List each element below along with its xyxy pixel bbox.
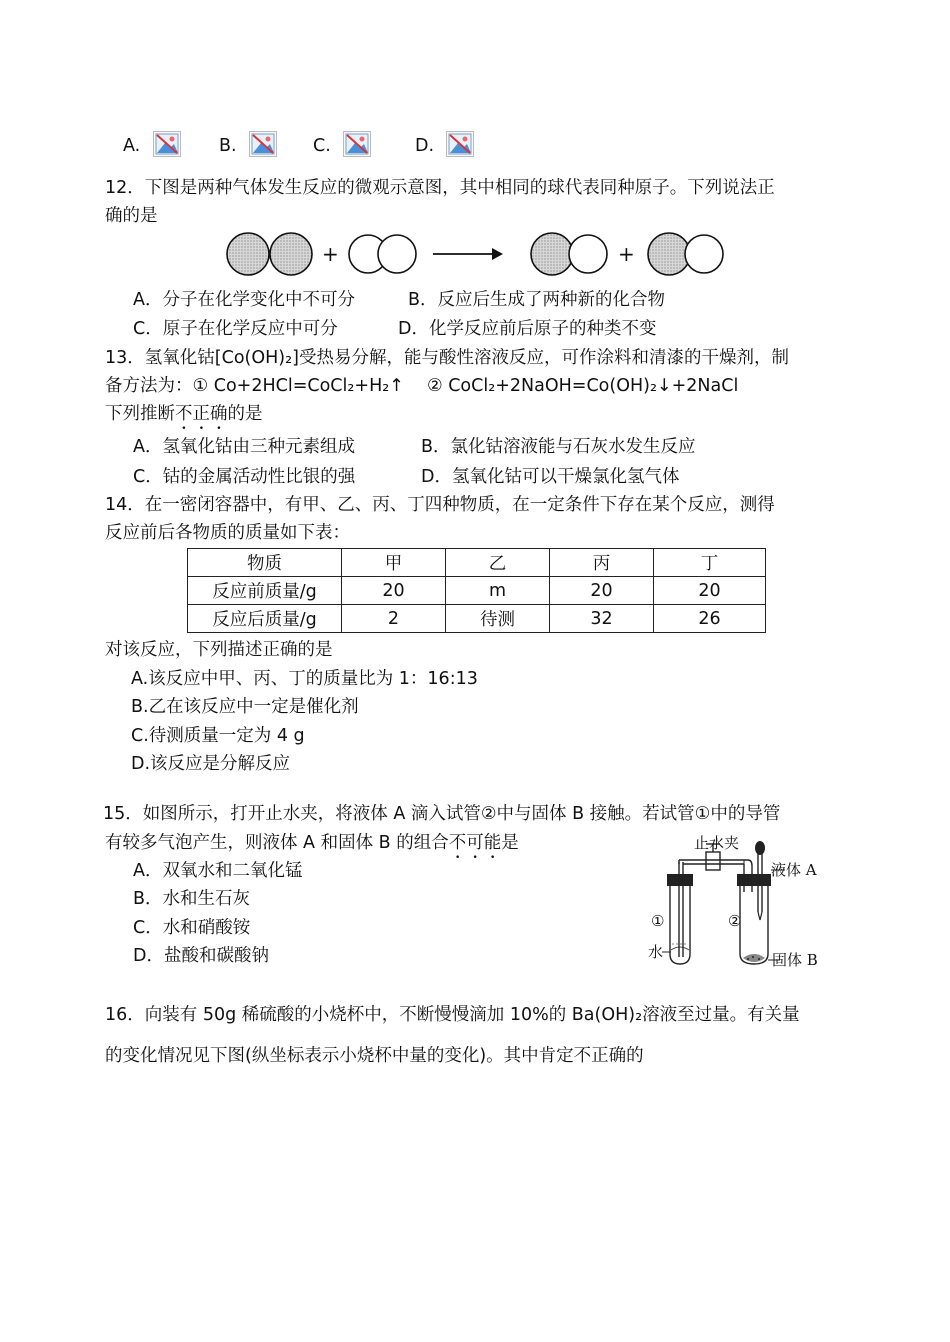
broken-image-icon xyxy=(249,131,277,157)
table-header-cell: 物质 xyxy=(188,549,342,577)
q14-option-b: B.乙在该反应中一定是催化剂 xyxy=(131,697,359,717)
q14-option-d: D.该反应是分解反应 xyxy=(131,754,291,774)
q15-stem-line1: 15．如图所示，打开止水夹，将液体 A 滴入试管②中与固体 B 接触。若试管①中的导管 xyxy=(103,804,781,824)
q15-option-d: D．盐酸和碳酸钠 xyxy=(133,946,269,966)
product-molecule-2 xyxy=(648,233,723,275)
test-tube-1 xyxy=(670,880,690,964)
q12-stem-line1: 12．下图是两种气体发生反应的微观示意图，其中相同的球代表同种原子。下列说法正 xyxy=(105,178,775,198)
solid-b xyxy=(743,954,765,962)
broken-image-icon xyxy=(153,131,181,157)
q13-option-a: A．氢氧化钴由三种元素组成 xyxy=(133,437,355,457)
q11-option-d-label: D. xyxy=(415,136,435,156)
q15-stem-post: 是 xyxy=(501,833,519,853)
q11-option-a-label: A. xyxy=(123,136,141,156)
clamp xyxy=(706,852,720,870)
table-cell: 2 xyxy=(342,605,446,633)
q15-option-b: B．水和生石灰 xyxy=(133,889,251,909)
broken-image-icon xyxy=(446,131,474,157)
table-header-row xyxy=(188,549,766,577)
q13-emphasis: 不正确 xyxy=(175,404,228,424)
dropper-bulb xyxy=(755,841,765,855)
water-label: 水 xyxy=(648,943,664,961)
tube2-label: ② xyxy=(728,912,742,930)
q13-stem-post: 的是 xyxy=(227,404,263,424)
table-cell: 26 xyxy=(654,605,766,633)
table-cell: 20 xyxy=(654,577,766,605)
q12-stem-line2: 确的是 xyxy=(105,206,158,226)
table-header-cell: 乙 xyxy=(446,549,550,577)
q13-option-d: D．氢氧化钴可以干燥氯化氢气体 xyxy=(421,467,680,487)
table-cell: 待测 xyxy=(446,605,550,633)
plus-sign-2: + xyxy=(618,242,635,266)
test-tube-2 xyxy=(740,880,768,964)
clamp-label: 止水夹 xyxy=(694,834,740,852)
q14-after-text: 对该反应，下列描述正确的是 xyxy=(105,640,333,660)
q15-option-a: A．双氧水和二氧化锰 xyxy=(133,861,303,881)
q14-option-a: A.该反应中甲、丙、丁的质量比为 1：16:13 xyxy=(131,669,478,689)
q13-stem-pre: 下列推断 xyxy=(105,404,175,424)
table-cell: 32 xyxy=(550,605,654,633)
product-molecule-1 xyxy=(531,233,607,275)
q15-stem-pre: 有较多气泡产生，则液体 A 和固体 B 的组合 xyxy=(105,833,449,853)
reactant-molecule-2 xyxy=(349,235,416,273)
q12-option-b: B．反应后生成了两种新的化合物 xyxy=(408,290,666,310)
reactant-molecule-1 xyxy=(227,233,312,275)
broken-image-icon xyxy=(343,131,371,157)
table-row xyxy=(188,577,766,605)
table-cell: 20 xyxy=(550,577,654,605)
table-header-cell: 丙 xyxy=(550,549,654,577)
q12-option-c: C．原子在化学反应中可分 xyxy=(133,319,338,339)
q13-stem-line1: 13．氢氧化钴[Co(OH)₂]受热易分解，能与酸性溶液反应，可作涂料和清漆的干燥剂，制 xyxy=(105,348,789,368)
q16-stem-line1: 16．向装有 50g 稀硫酸的小烧杯中，不断慢慢滴加 10%的 Ba(OH)₂溶液至过量。有关量 xyxy=(105,1005,800,1025)
table-cell: m xyxy=(446,577,550,605)
q11-option-b-label: B. xyxy=(219,136,237,156)
stopper-1 xyxy=(667,874,693,886)
q15-option-c: C．水和硝酸铵 xyxy=(133,918,251,938)
q12-option-a: A．分子在化学变化中不可分 xyxy=(133,290,355,310)
q13-option-b: B．氯化钴溶液能与石灰水发生反应 xyxy=(421,437,696,457)
tube1-label: ① xyxy=(651,912,665,930)
q15-emphasis: 不可能 xyxy=(448,833,502,853)
q14-option-c: C.待测质量一定为 4 g xyxy=(131,726,305,746)
q13-stem-line3 xyxy=(105,404,263,434)
q14-stem-line2: 反应前后各物质的质量如下表： xyxy=(105,523,350,543)
plus-sign-1: + xyxy=(322,242,339,266)
q12-option-d: D．化学反应前后原子的种类不变 xyxy=(398,319,657,339)
mass-table xyxy=(187,548,766,633)
q15-stem-line2 xyxy=(105,833,519,863)
table-cell: 20 xyxy=(342,577,446,605)
table-cell: 反应后质量/g xyxy=(188,605,342,633)
q11-option-c-label: C. xyxy=(313,136,331,156)
q14-stem-line1: 14．在一密闭容器中，有甲、乙、丙、丁四种物质，在一定条件下存在某个反应，测得 xyxy=(105,495,775,515)
solid-b-label: 固体 B xyxy=(772,951,818,969)
q13-option-c: C．钴的金属活动性比银的强 xyxy=(133,467,356,487)
q13-stem-line2: 备方法为：① Co+2HCl=CoCl₂+H₂↑ ② CoCl₂+2NaOH=Co(OH)₂↓+2NaCl xyxy=(105,376,739,396)
table-header-cell: 丁 xyxy=(654,549,766,577)
table-header-cell: 甲 xyxy=(342,549,446,577)
q12-molecule-diagram xyxy=(220,228,730,280)
liquid-a-label: 液体 A xyxy=(771,861,817,879)
table-row xyxy=(188,605,766,633)
table-cell: 反应前质量/g xyxy=(188,577,342,605)
stopper-2 xyxy=(737,874,771,886)
q16-stem-line2: 的变化情况见下图(纵坐标表示小烧杯中量的变化)。其中肯定不正确的 xyxy=(105,1046,644,1066)
